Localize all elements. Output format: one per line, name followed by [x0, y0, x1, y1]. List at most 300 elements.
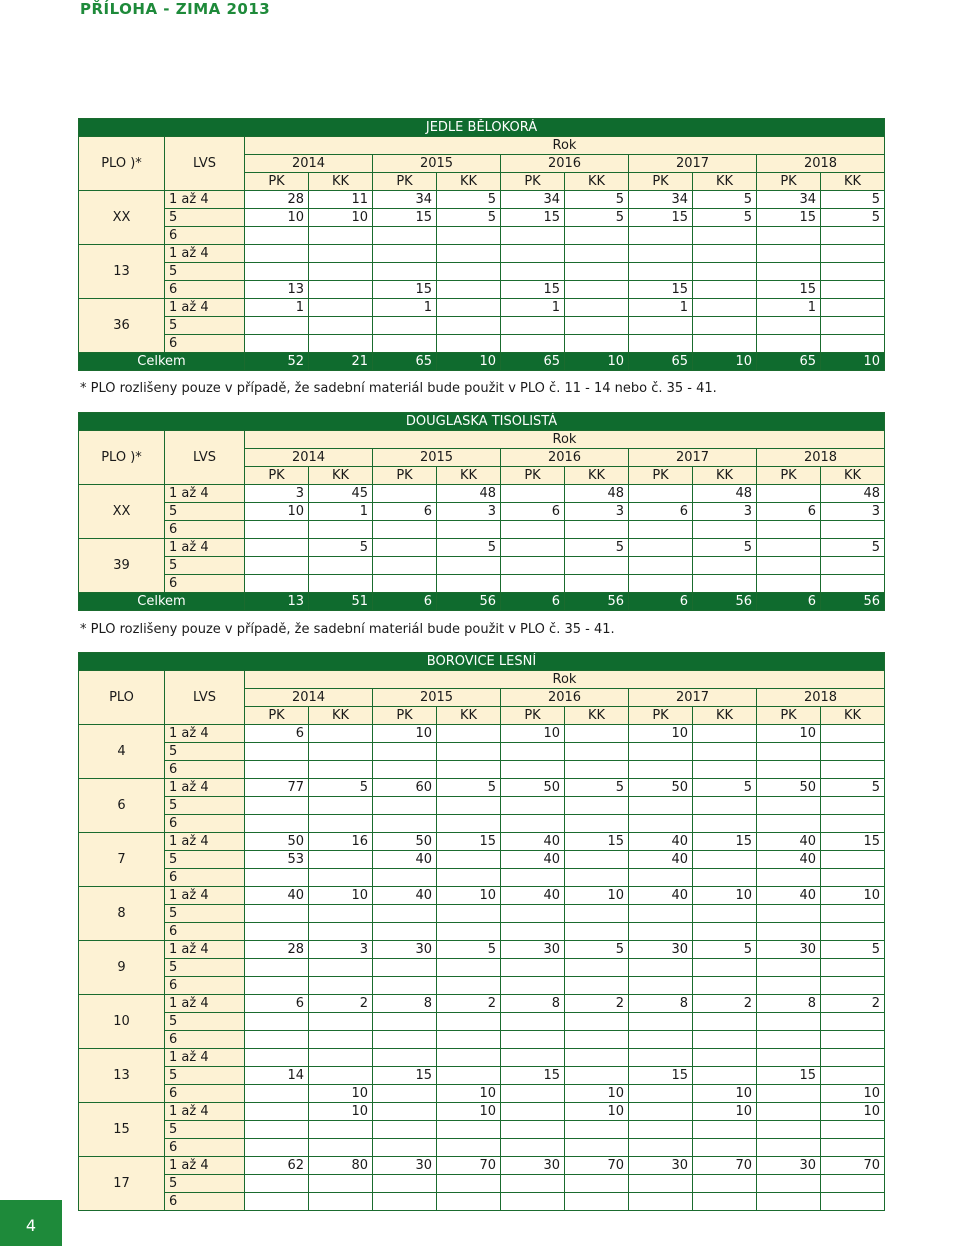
- value-cell: 10: [309, 1103, 373, 1121]
- value-cell: [373, 335, 437, 353]
- plo-cell: 10: [79, 995, 165, 1049]
- value-cell: [629, 263, 693, 281]
- value-cell: [757, 1013, 821, 1031]
- table-title: JEDLE BĚLOKORÁ: [79, 119, 885, 137]
- value-cell: [757, 761, 821, 779]
- value-cell: [373, 905, 437, 923]
- value-cell: [501, 1121, 565, 1139]
- value-cell: 15: [501, 209, 565, 227]
- value-cell: [565, 797, 629, 815]
- value-cell: [693, 1013, 757, 1031]
- value-cell: [821, 557, 885, 575]
- value-cell: [309, 1175, 373, 1193]
- total-value: 65: [757, 353, 821, 371]
- value-cell: [501, 869, 565, 887]
- value-cell: [245, 1049, 309, 1067]
- lvs-cell: 5: [165, 1013, 245, 1031]
- value-cell: 15: [629, 1067, 693, 1085]
- value-cell: [565, 1013, 629, 1031]
- value-cell: [501, 317, 565, 335]
- value-cell: [309, 521, 373, 539]
- header-pk: PK: [757, 467, 821, 485]
- value-cell: 40: [757, 833, 821, 851]
- value-cell: 1: [501, 299, 565, 317]
- value-cell: 3: [245, 485, 309, 503]
- value-cell: 5: [693, 191, 757, 209]
- lvs-cell: 1 až 4: [165, 725, 245, 743]
- value-cell: [437, 245, 501, 263]
- value-cell: 8: [501, 995, 565, 1013]
- value-cell: 15: [629, 281, 693, 299]
- value-cell: [821, 923, 885, 941]
- value-cell: [437, 263, 501, 281]
- header-pk: PK: [757, 173, 821, 191]
- value-cell: [309, 575, 373, 593]
- value-cell: [501, 1175, 565, 1193]
- value-cell: 40: [501, 851, 565, 869]
- value-cell: [757, 335, 821, 353]
- value-cell: [245, 335, 309, 353]
- value-cell: [821, 281, 885, 299]
- table-row: [79, 575, 885, 593]
- total-value: 10: [821, 353, 885, 371]
- value-cell: [501, 815, 565, 833]
- value-cell: [437, 557, 501, 575]
- total-value: 56: [821, 593, 885, 611]
- value-cell: 10: [693, 887, 757, 905]
- value-cell: 50: [373, 833, 437, 851]
- value-cell: [437, 815, 501, 833]
- table-row: [79, 317, 885, 335]
- value-cell: 5: [693, 779, 757, 797]
- value-cell: [501, 905, 565, 923]
- value-cell: [693, 1067, 757, 1085]
- header-year: 2016: [501, 689, 629, 707]
- value-cell: [693, 299, 757, 317]
- lvs-cell: 6: [165, 761, 245, 779]
- value-cell: [693, 1175, 757, 1193]
- value-cell: [309, 851, 373, 869]
- total-value: 65: [501, 353, 565, 371]
- value-cell: 50: [757, 779, 821, 797]
- value-cell: [629, 227, 693, 245]
- value-cell: [245, 245, 309, 263]
- value-cell: [757, 797, 821, 815]
- value-cell: 5: [565, 941, 629, 959]
- value-cell: [693, 1031, 757, 1049]
- lvs-cell: 1 až 4: [165, 995, 245, 1013]
- value-cell: 5: [565, 209, 629, 227]
- value-cell: [373, 227, 437, 245]
- value-cell: [373, 317, 437, 335]
- value-cell: 5: [565, 191, 629, 209]
- plo-cell: 36: [79, 299, 165, 353]
- header-year: 2014: [245, 155, 373, 173]
- total-value: 51: [309, 593, 373, 611]
- value-cell: 10: [565, 1103, 629, 1121]
- value-cell: [565, 1067, 629, 1085]
- table-row: [79, 779, 885, 797]
- value-cell: [757, 869, 821, 887]
- table-row: [79, 1067, 885, 1085]
- value-cell: [821, 959, 885, 977]
- value-cell: [757, 1121, 821, 1139]
- lvs-cell: 6: [165, 575, 245, 593]
- value-cell: [309, 869, 373, 887]
- value-cell: [693, 743, 757, 761]
- total-value: 56: [565, 593, 629, 611]
- value-cell: [629, 1121, 693, 1139]
- footnote-jedle: * PLO rozlišeny pouze v případě, že sadební materiál bude použit v PLO č. 11 - 14 nebo č. 35 - 41.: [80, 381, 717, 396]
- value-cell: [437, 761, 501, 779]
- value-cell: [693, 521, 757, 539]
- value-cell: [757, 977, 821, 995]
- value-cell: [629, 977, 693, 995]
- total-value: 52: [245, 353, 309, 371]
- value-cell: [501, 263, 565, 281]
- value-cell: 8: [373, 995, 437, 1013]
- value-cell: 15: [565, 833, 629, 851]
- value-cell: [629, 1139, 693, 1157]
- total-label: Celkem: [79, 593, 245, 611]
- value-cell: [373, 923, 437, 941]
- value-cell: 40: [373, 887, 437, 905]
- lvs-cell: 5: [165, 851, 245, 869]
- header-kk: KK: [565, 467, 629, 485]
- table-row: [79, 851, 885, 869]
- value-cell: [693, 281, 757, 299]
- header-pk: PK: [373, 173, 437, 191]
- value-cell: 10: [437, 887, 501, 905]
- table-row: [79, 815, 885, 833]
- value-cell: 34: [373, 191, 437, 209]
- header-rok: Rok: [245, 671, 885, 689]
- table-row: [79, 245, 885, 263]
- value-cell: [373, 1049, 437, 1067]
- value-cell: [245, 1031, 309, 1049]
- value-cell: 50: [501, 779, 565, 797]
- value-cell: [629, 539, 693, 557]
- value-cell: 2: [693, 995, 757, 1013]
- header-kk: KK: [821, 467, 885, 485]
- table-row: [79, 959, 885, 977]
- value-cell: 34: [629, 191, 693, 209]
- value-cell: 5: [821, 779, 885, 797]
- plo-cell: 9: [79, 941, 165, 995]
- value-cell: [501, 335, 565, 353]
- value-cell: [437, 869, 501, 887]
- lvs-cell: 1 až 4: [165, 779, 245, 797]
- value-cell: [245, 869, 309, 887]
- value-cell: [309, 245, 373, 263]
- value-cell: [245, 743, 309, 761]
- value-cell: [821, 851, 885, 869]
- value-cell: 48: [437, 485, 501, 503]
- value-cell: [437, 1139, 501, 1157]
- table-row: [79, 995, 885, 1013]
- value-cell: [821, 335, 885, 353]
- plo-cell: 4: [79, 725, 165, 779]
- header-pk: PK: [629, 173, 693, 191]
- total-value: 65: [629, 353, 693, 371]
- value-cell: [821, 317, 885, 335]
- value-cell: [629, 959, 693, 977]
- table-row: [79, 1121, 885, 1139]
- table-row: [79, 209, 885, 227]
- value-cell: [693, 1121, 757, 1139]
- value-cell: [693, 1049, 757, 1067]
- lvs-cell: 5: [165, 209, 245, 227]
- value-cell: [501, 539, 565, 557]
- value-cell: [309, 557, 373, 575]
- value-cell: [245, 959, 309, 977]
- value-cell: 6: [501, 503, 565, 521]
- value-cell: [373, 977, 437, 995]
- header-year: 2017: [629, 449, 757, 467]
- lvs-cell: 5: [165, 557, 245, 575]
- value-cell: [693, 977, 757, 995]
- value-cell: [501, 1031, 565, 1049]
- table-row: [79, 281, 885, 299]
- value-cell: [693, 335, 757, 353]
- value-cell: 10: [309, 1085, 373, 1103]
- value-cell: 14: [245, 1067, 309, 1085]
- value-cell: [757, 1103, 821, 1121]
- value-cell: 70: [821, 1157, 885, 1175]
- value-cell: 34: [501, 191, 565, 209]
- table-row: [79, 263, 885, 281]
- value-cell: [821, 725, 885, 743]
- value-cell: [629, 797, 693, 815]
- value-cell: [501, 227, 565, 245]
- plo-cell: 15: [79, 1103, 165, 1157]
- header-pk: PK: [629, 467, 693, 485]
- value-cell: [565, 725, 629, 743]
- value-cell: [757, 521, 821, 539]
- lvs-cell: 6: [165, 227, 245, 245]
- value-cell: [437, 977, 501, 995]
- total-value: 56: [693, 593, 757, 611]
- value-cell: [629, 1049, 693, 1067]
- value-cell: [629, 905, 693, 923]
- value-cell: [629, 815, 693, 833]
- value-cell: [629, 557, 693, 575]
- value-cell: 10: [693, 1085, 757, 1103]
- value-cell: 5: [693, 209, 757, 227]
- value-cell: [693, 923, 757, 941]
- table-row: [79, 833, 885, 851]
- header-year: 2015: [373, 449, 501, 467]
- value-cell: [821, 299, 885, 317]
- value-cell: [245, 539, 309, 557]
- value-cell: 40: [629, 887, 693, 905]
- value-cell: [373, 1031, 437, 1049]
- value-cell: [821, 977, 885, 995]
- value-cell: [757, 959, 821, 977]
- value-cell: 40: [501, 833, 565, 851]
- header-rok: Rok: [245, 137, 885, 155]
- value-cell: [373, 245, 437, 263]
- value-cell: [693, 263, 757, 281]
- value-cell: [373, 263, 437, 281]
- lvs-cell: 5: [165, 959, 245, 977]
- value-cell: 15: [501, 281, 565, 299]
- value-cell: [437, 1067, 501, 1085]
- value-cell: [565, 1139, 629, 1157]
- value-cell: [309, 1067, 373, 1085]
- value-cell: [821, 263, 885, 281]
- value-cell: [629, 1103, 693, 1121]
- value-cell: [437, 1121, 501, 1139]
- lvs-cell: 5: [165, 503, 245, 521]
- lvs-cell: 1 až 4: [165, 833, 245, 851]
- value-cell: [757, 1049, 821, 1067]
- value-cell: [437, 1049, 501, 1067]
- value-cell: [437, 797, 501, 815]
- table-row: [79, 1193, 885, 1211]
- value-cell: 70: [693, 1157, 757, 1175]
- value-cell: [501, 245, 565, 263]
- value-cell: [373, 1013, 437, 1031]
- value-cell: [245, 1103, 309, 1121]
- value-cell: [693, 959, 757, 977]
- value-cell: 1: [309, 503, 373, 521]
- value-cell: [757, 485, 821, 503]
- value-cell: [629, 521, 693, 539]
- value-cell: [373, 557, 437, 575]
- value-cell: 5: [437, 209, 501, 227]
- value-cell: [437, 299, 501, 317]
- value-cell: [245, 815, 309, 833]
- value-cell: [565, 1121, 629, 1139]
- value-cell: [245, 227, 309, 245]
- value-cell: 77: [245, 779, 309, 797]
- header-kk: KK: [693, 707, 757, 725]
- value-cell: [373, 797, 437, 815]
- header-year: 2014: [245, 689, 373, 707]
- value-cell: [565, 575, 629, 593]
- value-cell: [309, 797, 373, 815]
- value-cell: [693, 1193, 757, 1211]
- value-cell: [501, 1085, 565, 1103]
- value-cell: [437, 575, 501, 593]
- lvs-cell: 1 až 4: [165, 191, 245, 209]
- total-row: [79, 353, 885, 371]
- value-cell: [565, 281, 629, 299]
- table-row: [79, 725, 885, 743]
- value-cell: [565, 1049, 629, 1067]
- header-kk: KK: [437, 707, 501, 725]
- header-rok: Rok: [245, 431, 885, 449]
- value-cell: [629, 317, 693, 335]
- lvs-cell: 6: [165, 1139, 245, 1157]
- value-cell: 15: [501, 1067, 565, 1085]
- value-cell: [821, 1175, 885, 1193]
- value-cell: [757, 317, 821, 335]
- value-cell: [437, 1175, 501, 1193]
- value-cell: [309, 959, 373, 977]
- value-cell: [757, 905, 821, 923]
- value-cell: 30: [501, 941, 565, 959]
- table-row: [79, 1013, 885, 1031]
- header-plo: PLO )*: [79, 137, 165, 191]
- value-cell: [629, 575, 693, 593]
- value-cell: [373, 575, 437, 593]
- value-cell: 30: [501, 1157, 565, 1175]
- value-cell: [245, 977, 309, 995]
- header-plo: PLO: [79, 671, 165, 725]
- value-cell: [757, 923, 821, 941]
- value-cell: 10: [693, 1103, 757, 1121]
- lvs-cell: 5: [165, 263, 245, 281]
- value-cell: [245, 575, 309, 593]
- header-kk: KK: [309, 467, 373, 485]
- value-cell: 5: [821, 209, 885, 227]
- value-cell: [437, 227, 501, 245]
- lvs-cell: 5: [165, 1067, 245, 1085]
- value-cell: [821, 1139, 885, 1157]
- value-cell: [501, 575, 565, 593]
- value-cell: 15: [629, 209, 693, 227]
- value-cell: [245, 557, 309, 575]
- plo-cell: 13: [79, 245, 165, 299]
- page-number-badge: 4: [0, 1200, 62, 1246]
- value-cell: 10: [821, 1103, 885, 1121]
- value-cell: [629, 1193, 693, 1211]
- plo-cell: XX: [79, 485, 165, 539]
- value-cell: 30: [373, 941, 437, 959]
- value-cell: 10: [821, 1085, 885, 1103]
- value-cell: [693, 869, 757, 887]
- header-pk: PK: [501, 173, 565, 191]
- value-cell: [565, 227, 629, 245]
- value-cell: [437, 1031, 501, 1049]
- value-cell: 80: [309, 1157, 373, 1175]
- plo-cell: 13: [79, 1049, 165, 1103]
- value-cell: 5: [437, 941, 501, 959]
- value-cell: [757, 1139, 821, 1157]
- table-row: [79, 923, 885, 941]
- value-cell: [309, 725, 373, 743]
- value-cell: 10: [309, 887, 373, 905]
- lvs-cell: 6: [165, 869, 245, 887]
- value-cell: 40: [757, 851, 821, 869]
- value-cell: [245, 1139, 309, 1157]
- lvs-cell: 6: [165, 1085, 245, 1103]
- header-pk: PK: [245, 173, 309, 191]
- header-kk: KK: [437, 173, 501, 191]
- value-cell: 10: [821, 887, 885, 905]
- value-cell: [373, 743, 437, 761]
- value-cell: 16: [309, 833, 373, 851]
- value-cell: [309, 299, 373, 317]
- value-cell: 13: [245, 281, 309, 299]
- value-cell: [373, 521, 437, 539]
- header-kk: KK: [437, 467, 501, 485]
- value-cell: 30: [629, 941, 693, 959]
- table-row: [79, 335, 885, 353]
- plo-cell: 6: [79, 779, 165, 833]
- header-kk: KK: [565, 173, 629, 191]
- value-cell: [821, 521, 885, 539]
- lvs-cell: 6: [165, 1193, 245, 1211]
- value-cell: 15: [373, 209, 437, 227]
- value-cell: 10: [245, 503, 309, 521]
- value-cell: 11: [309, 191, 373, 209]
- header-kk: KK: [309, 707, 373, 725]
- header-pk: PK: [501, 707, 565, 725]
- value-cell: [309, 1121, 373, 1139]
